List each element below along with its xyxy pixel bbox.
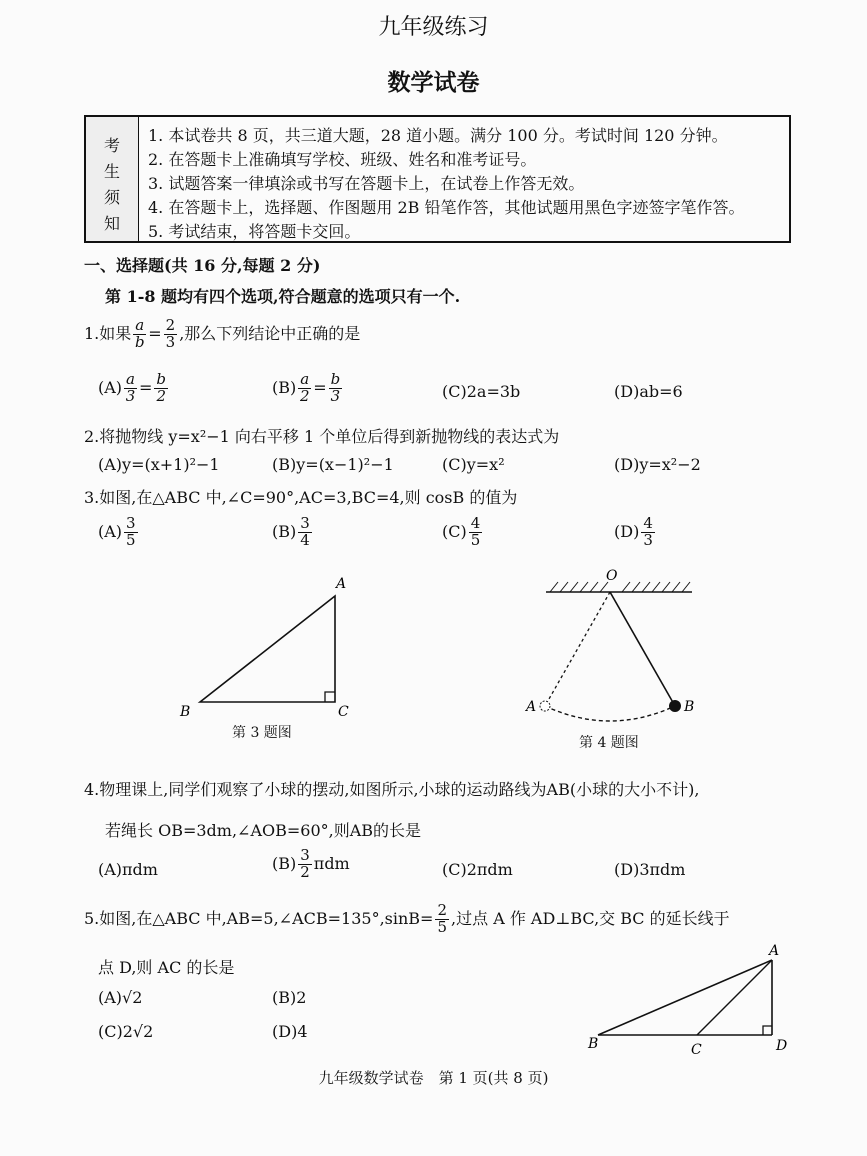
q5-label-d: D bbox=[776, 1038, 788, 1054]
notice-label-char: 知 bbox=[103, 214, 120, 233]
q5-label-b: B bbox=[588, 1036, 599, 1052]
q5-stem-line1 bbox=[84, 903, 730, 936]
q3-c-frac bbox=[469, 516, 483, 549]
q1-a-frac1 bbox=[124, 372, 137, 405]
q3-option-d-tag: (D) bbox=[614, 521, 640, 541]
q3-option-a[interactable] bbox=[98, 516, 140, 549]
q5-sin-num: 2 bbox=[437, 901, 448, 919]
notice-box bbox=[84, 115, 791, 243]
q5-segment-ab bbox=[598, 960, 772, 1035]
q4-stem-line1: 4.物理课上,同学们观察了小球的摆动,如图所示,小球的运动路线为AB(小球的大小不计), bbox=[84, 780, 700, 799]
q4-b-num: 3 bbox=[300, 846, 310, 864]
q4-label-a: A bbox=[526, 699, 537, 715]
q1-prefix: 1.如果 bbox=[84, 323, 132, 343]
q1-b-n2: b bbox=[330, 370, 341, 388]
q3-c-den: 5 bbox=[470, 530, 481, 549]
q3-option-b-tag: (B) bbox=[272, 521, 297, 541]
q3-triangle-figure bbox=[170, 568, 360, 718]
q4-pendulum-figure bbox=[520, 562, 720, 732]
q1-a-d1: 3 bbox=[125, 386, 136, 405]
q4-ball-a bbox=[540, 701, 550, 711]
q5-option-a[interactable]: (A)√2 bbox=[98, 988, 143, 1007]
q3-option-d[interactable] bbox=[614, 516, 657, 549]
q4-rope-oa bbox=[545, 592, 610, 706]
q1-option-b[interactable] bbox=[272, 372, 344, 405]
q5-option-c[interactable]: (C)2√2 bbox=[98, 1022, 154, 1041]
q1-stem bbox=[84, 318, 360, 351]
q1-rhs-fraction bbox=[164, 318, 178, 351]
q1-option-a-tag: (A) bbox=[98, 377, 123, 397]
q1-lhs-fraction bbox=[133, 318, 146, 351]
q5-sin-frac bbox=[435, 903, 449, 936]
q3-option-c[interactable] bbox=[442, 516, 484, 549]
q3-b-num: 3 bbox=[300, 514, 310, 532]
q4-figure-caption: 第 4 题图 bbox=[579, 735, 639, 751]
q5-sin-den: 5 bbox=[437, 917, 448, 936]
q4-option-a[interactable]: (A)πdm bbox=[98, 860, 158, 879]
q1-eq: = bbox=[148, 323, 162, 343]
q1-suffix: ,那么下列结论中正确的是 bbox=[179, 323, 361, 343]
q2-option-d[interactable]: (D)y=x²−2 bbox=[614, 455, 701, 474]
q1-a-n2: b bbox=[156, 370, 167, 388]
q1-rhs-num: 2 bbox=[165, 316, 176, 334]
q3-d-frac bbox=[641, 516, 655, 549]
q4-option-c[interactable]: (C)2πdm bbox=[442, 860, 513, 879]
q4-stem-line2: 若绳长 OB=3dm,∠AOB=60°,则AB的长是 bbox=[105, 821, 422, 840]
notice-line: 4. 在答题卡上，选择题、作图题用 2B 铅笔作答，其他试题用黑色字迹签字笔作答。 bbox=[148, 198, 745, 217]
q4-arc-ab bbox=[545, 706, 675, 721]
q3-figure-caption: 第 3 题图 bbox=[232, 725, 292, 741]
notice-label-char: 考 bbox=[103, 136, 120, 155]
q1-a-n1: a bbox=[126, 370, 135, 388]
q3-label-c: C bbox=[338, 704, 349, 718]
q2-option-a[interactable]: (A)y=(x+1)²−1 bbox=[98, 455, 220, 474]
q4-option-b[interactable] bbox=[272, 848, 350, 881]
q3-triangle bbox=[200, 596, 335, 702]
q1-b-frac1 bbox=[298, 372, 311, 405]
q3-right-angle-mark bbox=[325, 692, 335, 702]
notice-label bbox=[86, 117, 139, 241]
q1-option-c[interactable]: (C)2a=3b bbox=[442, 382, 521, 401]
q4-b-den: 2 bbox=[300, 862, 310, 881]
q5-right-angle-mark bbox=[763, 1026, 772, 1035]
q5-triangle-figure bbox=[580, 940, 795, 1060]
section-heading: 一、选择题(共 16 分,每题 2 分) bbox=[84, 256, 321, 275]
q5-label-c: C bbox=[691, 1042, 702, 1058]
q4-label-o: O bbox=[606, 568, 618, 584]
q5-segment-ac bbox=[697, 960, 772, 1035]
q4-b-suffix: πdm bbox=[313, 853, 350, 873]
q5-label-a: A bbox=[769, 943, 780, 959]
q1-lhs-num: a bbox=[135, 316, 145, 334]
q5-stem-line2: 点 D,则 AC 的长是 bbox=[98, 958, 235, 977]
page-footer: 九年级数学试卷 第 1 页(共 8 页) bbox=[318, 1069, 549, 1087]
q4-option-d[interactable]: (D)3πdm bbox=[614, 860, 686, 879]
q1-option-a[interactable] bbox=[98, 372, 170, 405]
q3-a-num: 3 bbox=[126, 514, 136, 532]
notice-label-char: 生 bbox=[103, 162, 120, 181]
q3-option-b[interactable] bbox=[272, 516, 314, 549]
q3-d-den: 3 bbox=[643, 530, 653, 549]
q4-option-b-tag: (B) bbox=[272, 853, 297, 873]
q4-label-b: B bbox=[684, 699, 695, 715]
q2-option-c[interactable]: (C)y=x² bbox=[442, 455, 505, 474]
notice-line: 5. 考试结束，将答题卡交回。 bbox=[148, 222, 361, 241]
q3-option-a-tag: (A) bbox=[98, 521, 123, 541]
q1-b-n1: a bbox=[300, 370, 310, 388]
section-intro: 第 1-8 题均有四个选项,符合题意的选项只有一个. bbox=[105, 287, 461, 306]
q2-stem: 2.将抛物线 y=x²−1 向右平移 1 个单位后得到新抛物线的表达式为 bbox=[84, 427, 560, 446]
q1-a-d2: 2 bbox=[156, 386, 166, 405]
q5-stem-pre: 5.如图,在△ABC 中,AB=5,∠ACB=135°,sinB= bbox=[84, 908, 434, 928]
q1-rhs-den: 3 bbox=[165, 332, 176, 351]
q3-c-num: 4 bbox=[470, 514, 481, 532]
q5-option-d[interactable]: (D)4 bbox=[272, 1022, 308, 1041]
q3-b-den: 4 bbox=[300, 530, 310, 549]
q2-option-b[interactable]: (B)y=(x−1)²−1 bbox=[272, 455, 394, 474]
q4-ceiling-hatch bbox=[550, 582, 690, 592]
grade-title: 九年级练习 bbox=[378, 15, 489, 40]
q1-b-frac2 bbox=[329, 372, 343, 405]
q5-option-b[interactable]: (B)2 bbox=[272, 988, 307, 1007]
q3-option-c-tag: (C) bbox=[442, 521, 467, 541]
page-title: 数学试卷 bbox=[387, 69, 480, 96]
q1-a-eq: = bbox=[139, 377, 153, 397]
q3-stem: 3.如图,在△ABC 中,∠C=90°,AC=3,BC=4,则 cosB 的值为 bbox=[84, 488, 518, 507]
q3-d-num: 4 bbox=[643, 514, 653, 532]
q3-b-frac bbox=[298, 516, 312, 549]
q1-a-frac2 bbox=[154, 372, 168, 405]
q1-b-d2: 3 bbox=[330, 386, 341, 405]
q5-stem-post: ,过点 A 作 AD⊥BC,交 BC 的延长线于 bbox=[451, 908, 730, 928]
notice-line: 1. 本试卷共 8 页，共三道大题，28 道小题。满分 100 分。考试时间 120 分钟。 bbox=[148, 126, 728, 145]
notice-line: 3. 试题答案一律填涂或书写在答题卡上，在试卷上作答无效。 bbox=[148, 174, 585, 193]
q1-lhs-den: b bbox=[134, 332, 145, 351]
notice-label-char: 须 bbox=[103, 188, 120, 207]
notice-line: 2. 在答题卡上准确填写学校、班级、姓名和准考证号。 bbox=[148, 150, 537, 169]
q3-a-frac bbox=[124, 516, 138, 549]
q3-a-den: 5 bbox=[126, 530, 136, 549]
q3-label-b: B bbox=[180, 704, 191, 718]
q1-b-eq: = bbox=[313, 377, 327, 397]
q3-label-a: A bbox=[336, 576, 347, 592]
q1-b-d1: 2 bbox=[299, 386, 310, 405]
q1-option-b-tag: (B) bbox=[272, 377, 297, 397]
q4-b-frac bbox=[298, 848, 312, 881]
q1-option-d[interactable]: (D)ab=6 bbox=[614, 382, 683, 401]
q4-ball-b bbox=[669, 700, 681, 712]
q4-rope-ob bbox=[610, 592, 675, 706]
